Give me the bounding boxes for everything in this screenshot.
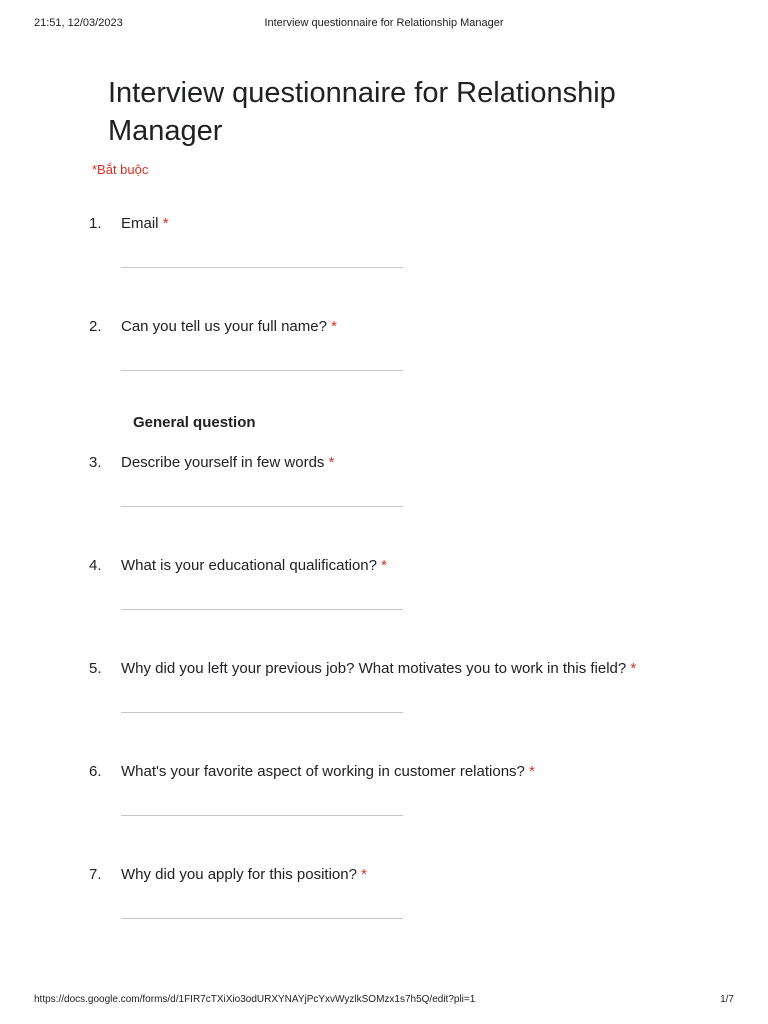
full-name-answer-field[interactable] <box>121 370 403 371</box>
question-label <box>121 318 337 335</box>
question-label <box>121 215 169 232</box>
why-apply-answer-field[interactable] <box>121 918 403 919</box>
form-title: Interview questionnaire for Relationship Manager <box>108 77 616 147</box>
page-indicator: 1/7 <box>720 994 734 1005</box>
favorite-aspect-answer-field[interactable] <box>121 815 403 816</box>
required-note: *Bắt buộc <box>92 162 149 177</box>
required-asterisk: * <box>381 557 387 574</box>
question-label <box>121 763 535 780</box>
question-describe-yourself <box>89 454 729 514</box>
question-text: Describe yourself in few words <box>121 454 325 471</box>
print-document-title: Interview questionnaire for Relationship Manager <box>264 17 504 29</box>
question-favorite-aspect <box>89 763 729 823</box>
required-asterisk: * <box>361 866 367 883</box>
print-url: https://docs.google.com/forms/d/1FIR7cTXiXio3odURXYNAYjPcYxvWyzlkSOMzx1s7h5Q/edit?pli=1 <box>34 994 476 1005</box>
question-text: Can you tell us your full name? <box>121 318 327 335</box>
required-asterisk: * <box>529 763 535 780</box>
describe-yourself-answer-field[interactable] <box>121 506 403 507</box>
required-asterisk: * <box>328 454 335 471</box>
question-label <box>121 866 367 883</box>
question-text: What's your favorite aspect of working in customer relations? <box>121 763 525 780</box>
section-header: General question <box>133 414 256 431</box>
email-answer-field[interactable] <box>121 267 403 268</box>
question-number: 5. <box>89 660 102 677</box>
question-number: 2. <box>89 318 102 335</box>
question-education <box>89 557 729 617</box>
question-label <box>121 454 334 471</box>
required-asterisk: * <box>331 318 337 335</box>
print-header <box>34 17 734 31</box>
print-footer <box>34 994 734 1008</box>
question-full-name <box>89 318 729 378</box>
question-number: 3. <box>89 454 102 471</box>
question-text: Email <box>121 215 159 232</box>
education-answer-field[interactable] <box>121 609 403 610</box>
required-asterisk: * <box>630 660 637 677</box>
question-number: 1. <box>89 215 102 232</box>
print-timestamp: 21:51, 12/03/2023 <box>34 17 123 29</box>
previous-job-answer-field[interactable] <box>121 712 403 713</box>
question-label <box>121 660 636 677</box>
question-text: What is your educational qualification? <box>121 557 377 574</box>
question-number: 7. <box>89 866 102 883</box>
question-previous-job <box>89 660 729 720</box>
question-text: Why did you left your previous job? What motivates you to work in this field? <box>121 660 627 677</box>
question-text: Why did you apply for this position? <box>121 866 357 883</box>
question-why-apply <box>89 866 729 926</box>
question-label <box>121 557 387 574</box>
question-number: 4. <box>89 557 102 574</box>
required-asterisk: * <box>162 215 169 232</box>
question-email <box>89 215 729 275</box>
question-number: 6. <box>89 763 102 780</box>
